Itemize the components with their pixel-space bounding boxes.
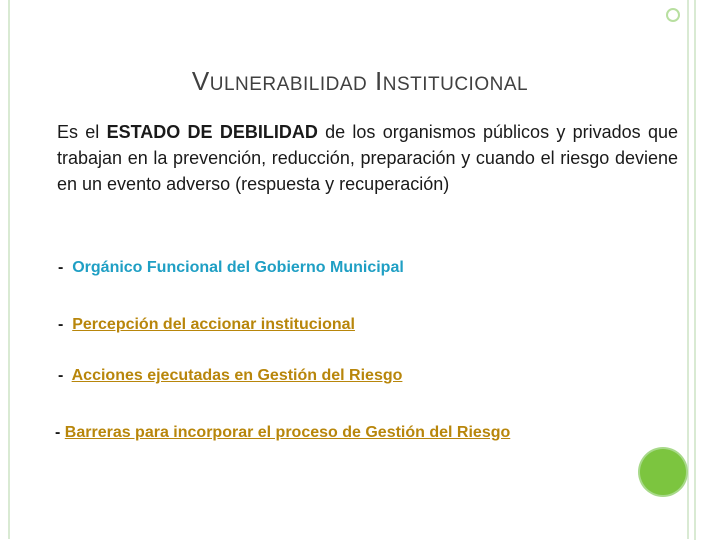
decorative-ring-icon	[666, 8, 680, 22]
paragraph-rest: de los organismos públicos y privados que trabajan en la prevención, reducción, preparación y cuando el riesgo deviene en un evento adverso (respuesta y recuperación)	[57, 122, 678, 194]
decorative-circle-icon	[640, 449, 686, 495]
bullet-dash: -	[58, 316, 64, 333]
bullet-dash: -	[58, 259, 64, 276]
link-organico-funcional[interactable]: Orgánico Funcional del Gobierno Municipal	[72, 259, 404, 276]
bullet-dash: -	[55, 424, 61, 441]
title-word-2: NSTITUCIONAL	[382, 74, 529, 95]
list-item	[58, 259, 404, 277]
slide-title	[0, 66, 720, 97]
title-word-1: ULNERABILIDAD	[209, 74, 368, 95]
bullet-dash: -	[58, 367, 64, 384]
title-initial-v: V	[191, 66, 210, 96]
paragraph-lead: Es el	[57, 122, 107, 142]
list-item	[58, 367, 402, 385]
link-acciones-ejecutadas[interactable]: Acciones ejecutadas en Gestión del Riesgo	[71, 367, 403, 384]
link-percepcion-accionar[interactable]: Percepción del accionar institucional	[72, 316, 355, 333]
title-initial-i: I	[374, 66, 383, 96]
paragraph-bold: ESTADO DE DEBILIDAD	[106, 122, 318, 142]
list-item	[55, 424, 510, 442]
link-barreras-incorporar[interactable]: Barreras para incorporar el proceso de Gestión del Riesgo	[64, 424, 511, 441]
definition-paragraph	[57, 119, 678, 197]
list-item	[58, 316, 355, 334]
